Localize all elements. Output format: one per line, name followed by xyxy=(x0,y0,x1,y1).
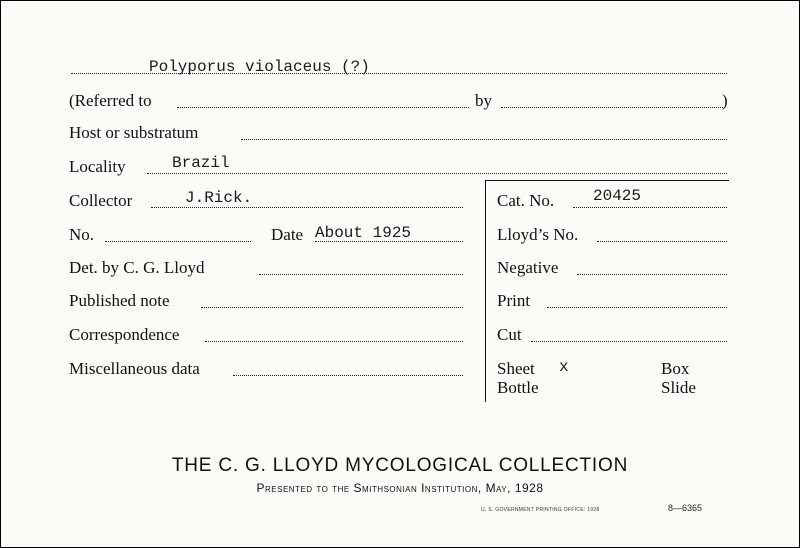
no-label: No. xyxy=(69,225,95,244)
box-left-border xyxy=(485,180,486,402)
locality-line xyxy=(147,173,727,174)
collection-subtitle: Presented to the Smithsonian Institution, May, 1928 xyxy=(256,481,544,495)
lloyds-no-line xyxy=(597,241,727,242)
sheet-mark: x xyxy=(559,358,569,376)
date-value: About 1925 xyxy=(315,224,412,242)
box-top-border xyxy=(485,180,729,181)
cut-label: Cut xyxy=(497,325,522,344)
cat-no-value: 20425 xyxy=(593,187,642,205)
print-label: Print xyxy=(497,291,531,310)
collector-label: Collector xyxy=(69,191,133,210)
no-line xyxy=(105,241,251,242)
locality-value: Brazil xyxy=(172,154,230,172)
cat-no-label: Cat. No. xyxy=(497,191,555,210)
slide-label: Slide xyxy=(661,378,696,397)
negative-label: Negative xyxy=(497,258,559,277)
correspondence-line xyxy=(205,341,463,342)
cut-line xyxy=(531,341,727,342)
bottle-label: Bottle xyxy=(497,378,539,397)
negative-line xyxy=(577,274,727,275)
cat-no-line xyxy=(573,207,727,208)
det-label: Det. by C. G. Lloyd xyxy=(69,258,205,277)
collection-title: THE C. G. LLOYD MYCOLOGICAL COLLECTION xyxy=(171,455,629,476)
by-label: by xyxy=(475,91,492,110)
print-line xyxy=(547,307,727,308)
misc-label: Miscellaneous data xyxy=(69,359,200,378)
misc-line xyxy=(233,375,463,376)
referred-to-line xyxy=(177,107,469,108)
host-label: Host or substratum xyxy=(69,123,199,142)
by-line xyxy=(501,107,723,108)
collector-value: J.Rick. xyxy=(185,189,253,207)
det-line xyxy=(259,274,463,275)
referred-to-label: (Referred to xyxy=(69,91,152,110)
lloyds-no-label: Lloyd’s No. xyxy=(497,225,579,244)
correspondence-label: Correspondence xyxy=(69,325,180,344)
sheet-label: Sheet xyxy=(497,359,535,378)
species-name: Polyporus violaceus (?) xyxy=(149,58,370,76)
printer-imprint: U. S. GOVERNMENT PRINTING OFFICE: 1928 xyxy=(481,507,600,513)
published-line xyxy=(201,307,463,308)
form-number: 8—6365 xyxy=(668,503,703,513)
host-line xyxy=(241,139,727,140)
box-label: Box xyxy=(661,359,690,378)
closing-paren: ) xyxy=(722,91,728,110)
date-label: Date xyxy=(271,225,304,244)
locality-label: Locality xyxy=(69,157,126,176)
published-label: Published note xyxy=(69,291,170,310)
